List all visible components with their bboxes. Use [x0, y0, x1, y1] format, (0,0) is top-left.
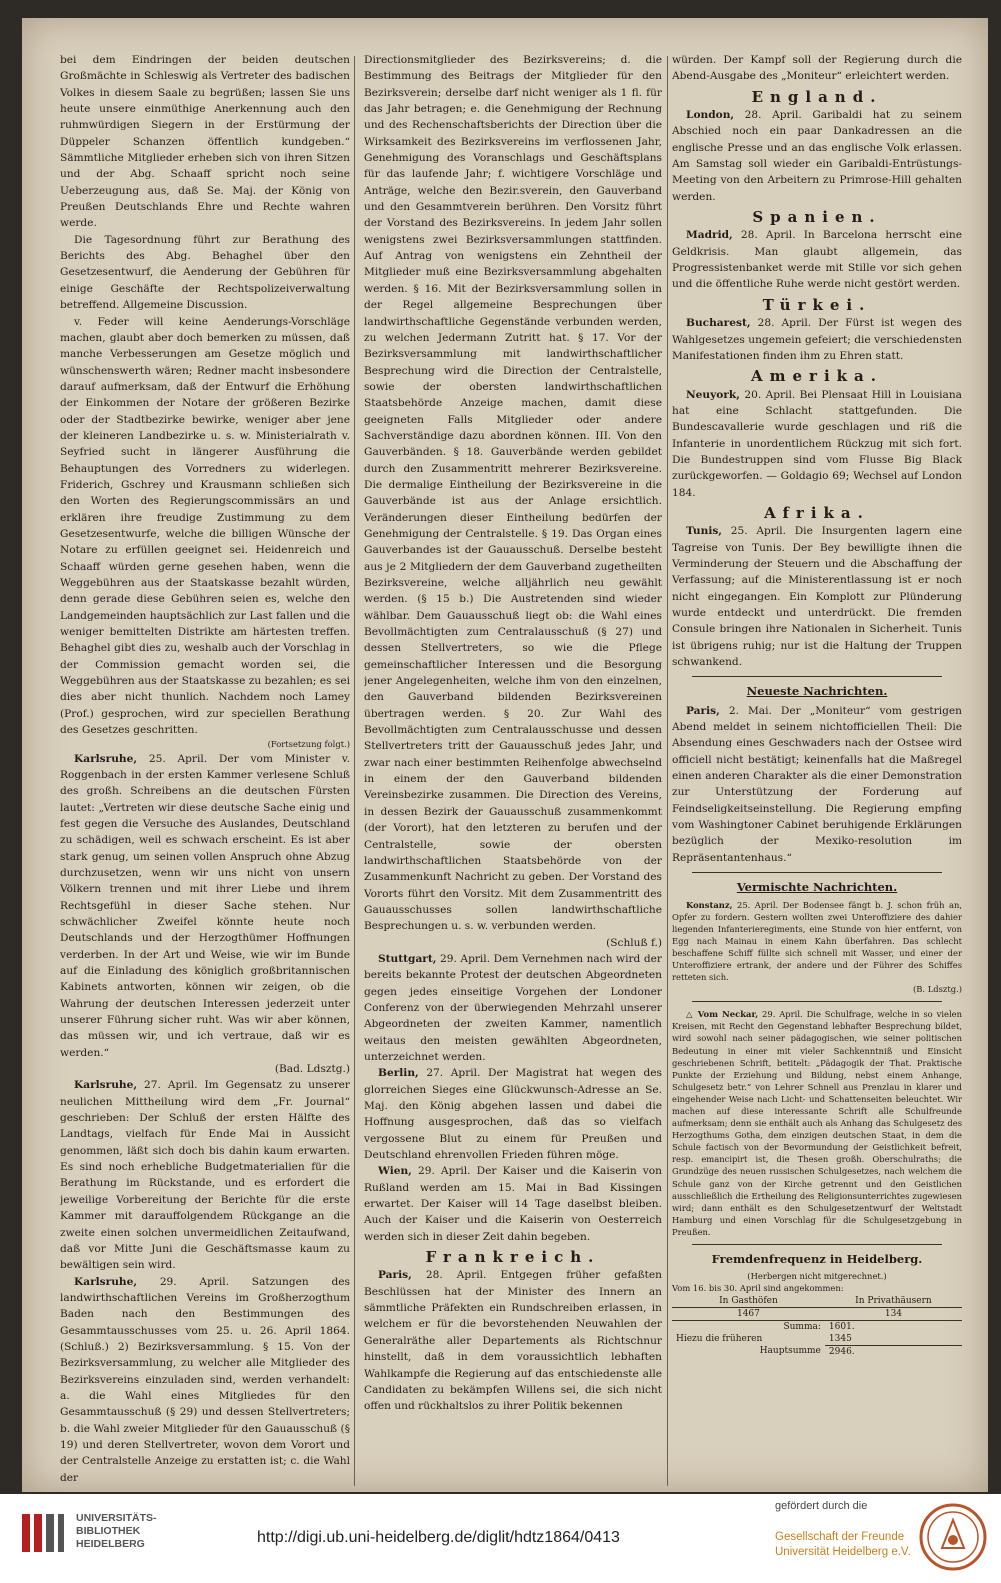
source-note: (Bad. Ldsztg.) [274, 1063, 350, 1076]
article-text: 28. April. Entgegen früher gefaßten Beschlüssen hat der Minister des Innern an sämmtliche Präfekten ein Rundschreiben erlassen, in welchem er für die bevorstehenden Neuwahlen der Generalräthe aller Departements als Richtschnur hinstellt, daß in dem voraussichtlich lebhaften Wahlkampfe die Regierung auf das entschiedenste alle Candidaten zu bekämpfen Willens sei, die sich nicht offen und rückhaltslos zu ihrer Politik bekennen [364, 1269, 662, 1413]
dateline: Karlsruhe, [74, 752, 138, 765]
article-text: 29. April. Die Schulfrage, welche in so vielen Kreisen, mit Recht den Gegenstand lebhafter Besprechung bildet, wird sowohl nach seiner pädagogischen, wie seiner politischen Bedeutung in einer mit vieler Sachkenntniß und Einsicht geschriebenen Schrift, betitelt: „Pädagogik der That. Praktische Punkte der Erziehung und Bildung, nebst einem Anhange, Schulgesetz betr.“ von Lehrer Schnell aus Prenzlau in klarer und eingehender Weise nach Licht- und Schattenseiten beleuchtet. Wir machen auf diese interessante Schrift alle Schulfreunde aufmerksam; denn sie enthält auch als Anhang das Schulgesetz des Herzogthums Gotha, dem einzigen deutschen Staat, in dem die Schule factisch von der Bevormundung der Geistlichkeit befreit, resp. emancipirt ist, die Thesen großh. Oberschulraths; die Grundzüge des neuen russischen Schulgesetzes, nach welchem die Schule ganz von der Kirche getrennt und den Geistlichen ausschließlich die Ertheilung des Religionsunterrichtes zugewiesen wird; dann enthält es den Schulgesetzentwurf der Weltstadt Hamburg und einen Vorschlag für die Schulgesetzgebung in Preußen. [672, 1009, 962, 1237]
dateline: Tunis, [686, 525, 722, 538]
funder-name-line: Gesellschaft der Freunde [775, 1531, 905, 1543]
section-heading: Frankreich. [425, 1248, 601, 1267]
funder-name-line: Universität Heidelberg e.V. [775, 1546, 911, 1558]
table-header: In Privathäusern [825, 1295, 962, 1308]
dateline: Neuyork, [686, 388, 740, 401]
funder-name[interactable] [775, 1530, 925, 1560]
column-3 [672, 52, 962, 1488]
library-name-line: UNIVERSITÄTS- [76, 1512, 157, 1524]
article-text: 27. April. Im Gegensatz zu unserer neulichen Mittheilung wird dem „Fr. Journal“ geschrieben: Der Schluß der ersten Hälfte des Landtags, vielfach für Ende Mai in Aussicht genommen, läßt sich doch bis dahin kaum erwarten. Es sind noch erhebliche Budgetmaterialien für die Berathung im Rückstande, und es erfordert die jeweilige Vorbereitung der Berichte für die erste Kammer mit darauffolgendem Rückgange an die zweite einen solchen unvermeidlichen Zeitaufwand, daß vor Mitte Juni die Geschäftsmasse kaum zu bewältigen sein wird. [60, 1079, 350, 1272]
section-heading: Türkei. [762, 295, 872, 314]
column-divider [667, 56, 668, 1486]
section-rule [692, 872, 942, 873]
article-text: 27. April. Der Magistrat hat wegen des glorreichen Sieges eine Glückwunsch-Adresse an Se. Maj. den König abgehen lassen und dabei die Hoffnung ausgesprochen, daß das so vielfach vergossene Blut zu einem für Preußen und Deutschland ehrenvollen Frieden führen möge. [364, 1067, 662, 1162]
visitor-stats-intro: Vom 16. bis 30. April sind angekommen: [672, 1283, 844, 1294]
table-cell: 1467 [672, 1307, 825, 1320]
table-label: Hiezu die früheren [676, 1333, 763, 1344]
table-label: Hauptsumme [759, 1346, 821, 1357]
article-text: 29. April. Dem Vernehmen nach wird der bereits bekannte Protest der deutschen Abgeordneten gegen jedes einseitige Vorgehen der Londoner Conferenz von der überwiegenden Mehrzahl unserer Abgeordneten der zweiten Kammer, namentlich weitaus den meisten gewählten Abgeordneten, unterzeichnet werden. [364, 952, 662, 1063]
section-rule [692, 676, 942, 677]
article-text: 29. April. Der Kaiser und die Kaiserin von Rußland werden am 15. Mai in Bad Kissingen erwartet. Der Kaiser will 14 Tage daselbst bleiben. Auch der Kaiser und die Kaiserin von Oesterreich werden sich in dieser Zeit dahin begeben. [364, 1165, 662, 1243]
dateline: Karlsruhe, [74, 1275, 138, 1288]
table-cell: 1345 [825, 1333, 962, 1346]
permalink-url[interactable]: http://digi.ub.uni-heidelberg.de/diglit/hdtz1864/0413 [257, 1529, 620, 1546]
article-text: bei dem Eindringen der beiden deutschen Großmächte in Schleswig als Vertreter des badischen Volkes in diesem Saale zu begrüßen; lassen Sie uns heute unsere einmüthige Anerkennung auch den ruhmwürdigen Siegern in der Erstürmung der Düppeler Schanzen öffentlich kundgeben.“ Sämmtliche Mitglieder erheben sich von ihren Sitzen und der Abg. Schaaff spricht noch seine Ueberzeugung aus, daß Se. Maj. der König von Preußen Deutschlands Ehre und Rechte wahren werde. [60, 54, 350, 230]
section-heading: Afrika. [764, 503, 870, 522]
column-2 [364, 52, 662, 1488]
dateline: Wien, [378, 1165, 412, 1178]
dateline: Konstanz, [686, 899, 733, 910]
dateline: △ Vom Neckar, [686, 1009, 759, 1020]
article-text: Die Tagesordnung führt zur Berathung des Berichts des Abg. Behaghel über den Gesetzesentwurf, die Aenderung der Gebühren für einige Geschäfte der Rechtspolizeiverwaltung betreffend. Allgemeine Discussion. [60, 233, 350, 312]
article-text: Directionsmitglieder des Bezirksvereins; d. die Bestimmung des Beitrags der Mitglieder für den Bezirksverein; derselbe darf nicht weniger als 1 fl. für das Jahr betragen; e. die Genehmigung der Rechnung und des Rechenschaftsberichts der Direction über die Wirksamkeit des Bezirksvereins im verflossenen Jahr, Genehmigung des Voranschlags und Geschäftsplans für das laufende Jahr; f. wichtigere Vorschläge und Anträge, welche den Bezir.sverein, den Gauverband und den Gesammtverein berühren. Den Vorsitz führt der Vorstand des Bezirksvereins. In jedem Jahr sollen wenigstens zwei Bezirksversammlungen stattfinden. Auf Antrag von wenigstens ein Zehntheil der Mitglieder muß eine Bezirksversammlung abgehalten werden. § 16. Mit der Bezirksversammlung sollen in der Regel allgemeine Besprechungen über landwirthschaftliche Gegenstände verbunden werden, zu welchen Jedermann Zutritt hat. § 17. Vor der Bezirksversammlung mit landwirthschaftlicher Besprechung wird die Direction der Centralstelle, sowie der obersten landwirthschaftlichen Staatsbehörde Anzeige machen, damit diese geeigneten Falls Mitglieder oder andere Sachverständige dazu abordnen können. III. Von den Gauverbänden. § 18. Gauverbände werden gebildet durch den Zusammentritt mehrerer Bezirksvereine. Die dermalige Eintheilung der Bezirksvereine in die Gauverbände ist aus der Anlage ersichtlich. Veränderungen dieser Eintheilung bedürfen der Genehmigung der Centralstelle. § 19. Das Organ eines Gauverbandes ist der Gauausschuß. Derselbe besteht aus je 2 Mitgliedern der dem Gauverband zugetheilten Bezirksvereine, welche alljährlich neu gewählt werden. (§ 15 b.) Die Austretenden sind wieder wählbar. Dem Gauausschuß liegt ob: die Wahl eines Bevollmächtigten zum Centralausschuß (§ 27) und dessen Stellvertreters, so wie die Pflege gemeinschaftlicher Interessen und die Besorgung jener Angelegenheiten, welche ihm von den einzelnen, den Gauverband bildenden Bezirksvereinen übertragen werden. § 20. Zur Wahl des Bevollmächtigten zum Centralausschusse und dessen Stellvertreters tritt der Gauausschuß jedes Jahr, und zwar nach einer bestimmten Reihenfolge abwechselnd in einem der den Gauverband bildenden Vereinsbezirke zusammen. Die Direction des Vereins, in dessen Bezirk der Gauausschuß zusammenkommt (der Vorort), hat den letzteren zu berufen und der Centralstelle, sowie der obersten landwirthschaftlichen Staatsbehörde von der Zusammenkunft Nachricht zu geben. Der Vorstand des Vororts führt den Vorsitz. Mit dem Zusammentritt des Gauausschusses sollen landwirthschaftliche Besprechungen u. s. w. verbunden werden. [364, 54, 662, 933]
dateline: London, [686, 109, 735, 122]
article-text: v. Feder will keine Aenderungs-Vorschläge machen, glaubt aber doch bemerken zu müssen, daß manche Verbesserungen am Gesetze möglich und wünschenswerth wären; Redner macht insbesondere darauf aufmerksam, daß der Entwurf die Erhöhung der Einkommen der Notare der größeren Bezirke oder der Stadtbezirke bewirke, weniger aber jene der kleineren Landbezirke u. s. w. Ministerialrath v. Seyfried sucht in längerer Ausführung die Behauptungen des Vorredners zu widerlegen. Friderich, Gschrey und Krausmann schließen sich den Worten des Regierungscommissärs an und erklären ihre freudige Zustimmung zu dem Gesetzesentwurfe, welche die billigen Wünsche der Notare zu erfüllen geeignet sei. Heidenreich und Schaaff würden gerne gesehen haben, wenn die Weggebühren aus der Staatskasse bezahlt würden, denn gerade diese Gebühren seien es, welche den Landgemeinden hauptsächlich zur Last fallen und die weniger bemittelten Distrikte am härtesten treffen. Behaghel gibt dies zu, weshalb auch der Vorschlag in der Commission gemacht worden sei, die Weggebühren aus der Staatskasse zu bezahlen; es sei dies aber nicht thunlich. Nachdem noch Lamey (Prof.) gesprochen, wird zur speciellen Berathung des Gesetzes geschritten. [60, 315, 350, 737]
newspaper-page [22, 18, 988, 1492]
section-rule [692, 1244, 942, 1245]
section-rule [692, 1001, 942, 1002]
dateline: Berlin, [378, 1067, 419, 1080]
library-name-line: HEIDELBERG [76, 1538, 145, 1550]
visitor-stats-subtitle: (Herbergen nicht mitgerechnet.) [747, 1271, 887, 1282]
table-cell: 134 [825, 1307, 962, 1320]
section-heading: Neueste Nachrichten. [746, 684, 888, 699]
section-heading: England. [751, 87, 883, 106]
section-heading: Spanien. [752, 208, 882, 227]
column-divider [354, 56, 355, 1486]
library-emblem-icon [20, 1510, 66, 1556]
article-text: 25. April. Die Insurgenten lagern eine Tagreise von Tunis. Der Bey bewilligte ihnen die Verminderung der Steuern und die Abschaffung der Verfassung; auf die Ministerentlassung ist er noch nicht eingegangen. Ein Komplott zur Plünderung wurde entdeckt und unterdrückt. Die fremden Consule bringen ihre Nationalen in Sicherheit. Tunis ist übrigens ruhig; nur ist die Haltung der Truppen schwankend. [672, 525, 962, 669]
dateline: Paris, [686, 704, 720, 717]
section-heading: Amerika. [751, 367, 883, 386]
article-text: 25. April. Der vom Minister v. Roggenbach in der ersten Kammer verlesene Schluß des großh. Schreibens an die deutschen Fürsten lautet: „Vertreten wir diese deutsche Sache einig und fest gegen die Versuche des Auslandes, Deutschland zu schädigen, weil es schwach erscheint. Es ist aber stark genug, um seinen vollen Anspruch ohne Abzug durchzusetzen, wenn wir uns nicht von unsern Völkern trennen und mit ihrer Liebe und ihrem Rechtsgefühl in dieser Sache stehen. Nur schwächlicher Zweifel könnte heute noch Deutschlands und der Herzogthümer Hoffnungen verderben. In der Art und Weise, wie wir im Bunde auf die Einladung des königlich großbritannischen Kabinets antworten, können wir zeigen, ob die Wahrung der deutschen Interessen jederzeit unter unserer Führung sicher ruht. Was wir aber können, das müssen wir, und ich vertraue, daß wir es werden.“ [60, 752, 350, 1059]
dateline: Karlsruhe, [74, 1079, 138, 1092]
article-text: 28. April. Garibaldi hat zu seinem Abschied noch ein paar Dankadressen an die englische Presse und an das englische Volk erlassen. Am Samstag soll wieder ein Garibaldi-Entrüstungs-Meeting von den Arbeitern zu Primrose-Hill gehalten werden. [672, 109, 962, 203]
viewer-footer [0, 1494, 1001, 1583]
continuation-note: (Fortsetzung folgt.) [267, 739, 350, 750]
table-label: Summa: [783, 1321, 821, 1332]
article-text: 2. Mai. Der „Moniteur“ vom gestrigen Abend meldet in seinem nichtofficiellen Theil: Die Absendung eines Geschwaders nach der Ostsee wird officiell nicht bestätigt; keinenfalls hat die Maßregel einen anderen Charakter als die einer Demonstration zur Unterstützung der Forderung auf Feindseligkeitseinstellung. Die Regierung empfing vom Washingtoner Cabinet beruhigende Erklärungen bezüglich der Mexiko-resolution im Repräsentantenhaus.“ [672, 704, 962, 864]
funded-by-label: gefördert durch die [775, 1500, 868, 1512]
article-text: 25. April. Der Bodensee fängt b. J. schon früh an, Opfer zu fordern. Gestern wollten zwei Unteroffiziere des dahier liegenden Infanterieregiments, eine Stunde von hier entfernt, von Egg nach Mainau in einem Kahn überfahren. Das schlecht beschaffene Schiff füllte sich schnell mit Wasser, und einer der Unteroffiziere ertrank, der andere und der Führer des Schiffes retteten sich. [672, 899, 962, 983]
table-cell: 2946. [828, 1346, 855, 1357]
visitor-stats-title: Fremdenfrequenz in Heidelberg. [711, 1252, 923, 1267]
dateline: Paris, [378, 1269, 412, 1282]
library-logo[interactable] [20, 1506, 210, 1566]
funder-block [775, 1500, 925, 1560]
article-text: 28. April. In Barcelona herrscht eine Geldkrisis. Man glaubt allgemein, das Progressistenbanket werde mit Stille vor sich gehen und die öffentliche Ruhe werde nicht gestört werden. [672, 229, 962, 291]
article-text: würden. Der Kampf soll der Regierung durch die Abend-Ausgabe des „Moniteur“ erleichtert werden. [672, 54, 962, 83]
dateline: Madrid, [686, 229, 733, 242]
table-cell: 1601. [828, 1321, 855, 1332]
section-heading: Vermischte Nachrichten. [736, 880, 898, 895]
column-1 [60, 52, 350, 1488]
library-name-line: BIBLIOTHEK [76, 1525, 141, 1537]
visitor-stats-table [672, 1295, 962, 1358]
dateline: Stuttgart, [378, 952, 437, 965]
article-text: 29. April. Satzungen des landwirthschaftlichen Vereins im Großherzogthum Baden nach den Bestimmungen des Gesammtausschusses vom 25. u. 26. April 1864. (Schluß.) 2) Bezirksversammlung. § 15. Von der Bezirksversammlung, zu welcher alle Mitglieder des Bezirksvereins einzuladen sind, werden verhandelt: a. die Wahl eines Mitgliedes für den Gesammtausschuß (§ 29) und dessen Stellvertreters; b. die Wahl zweier Mitglieder für den Gauausschuß (§ 19) und deren Stellvertreter, wovon dem Vorort und der Centralstelle Anzeige zu erstatten ist; c. die Wahl der [60, 1275, 350, 1484]
source-note: (B. Ldsztg.) [912, 984, 962, 995]
university-seal-icon [918, 1502, 988, 1572]
library-name [76, 1512, 157, 1551]
article-text: 28. April. Der Fürst ist wegen des Wahlgesetzes ungemein gefeiert; die verschiedensten Manifestationen finden ihm zu Ehren statt. [672, 317, 962, 362]
dateline: Bucharest, [686, 317, 751, 330]
end-note: (Schluß f.) [606, 936, 662, 949]
table-header: In Gasthöfen [672, 1295, 825, 1308]
article-text: 20. April. Bei Plensaat Hill in Louisiana hat eine Schlacht stattgefunden. Die Bundescavallerie wurde geschlagen und riß die Infanterie in unordentlichem Rückzug mit sich fort. Die Bundestruppen sind vom Flusse Big Black zurückgeworfen. — Goldagio 69; Wechsel auf London 184. [672, 388, 962, 499]
